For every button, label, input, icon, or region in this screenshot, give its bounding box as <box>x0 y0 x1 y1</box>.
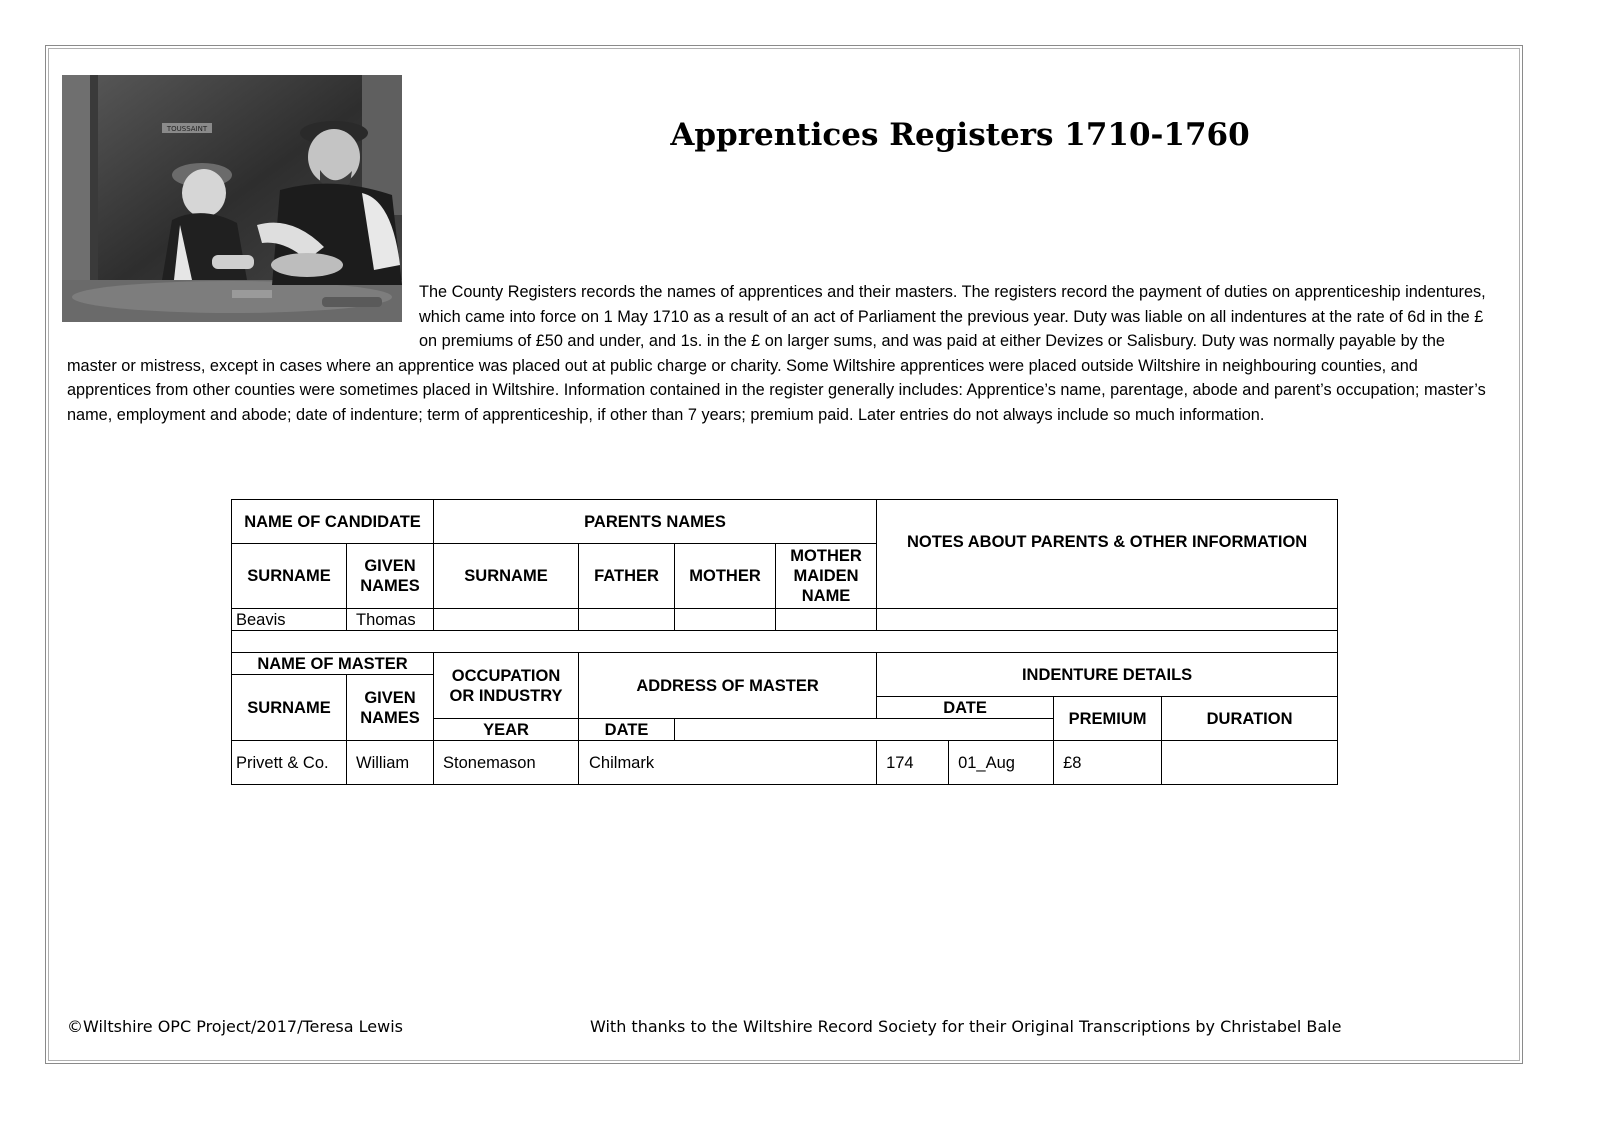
candidate-row <box>232 609 1338 631</box>
header-candidate-surname: SURNAME <box>232 544 347 609</box>
header-master-given-names: GIVEN NAMES <box>347 675 434 741</box>
candidate-father <box>579 609 675 631</box>
footer-copyright: ©Wiltshire OPC Project/2017/Teresa Lewis <box>67 1017 403 1036</box>
header-year: YEAR <box>434 719 579 741</box>
header-address-of-master: ADDRESS OF MASTER <box>579 653 877 719</box>
header-master-surname: SURNAME <box>232 675 347 741</box>
header-name-of-master: NAME OF MASTER <box>232 653 434 675</box>
page-title: Apprentices Registers 1710-1760 <box>670 117 1250 153</box>
master-surname: Privett & Co. <box>232 741 347 785</box>
photo-sign: TOUSSAINT <box>166 125 208 133</box>
indenture-premium: £8 <box>1054 741 1162 785</box>
header-indenture-details: INDENTURE DETAILS <box>877 653 1338 697</box>
header-name-of-candidate: NAME OF CANDIDATE <box>232 500 434 544</box>
candidate-surname: Beavis <box>232 609 347 631</box>
master-occupation: Stonemason <box>434 741 579 785</box>
indenture-date: 01_Aug <box>949 741 1054 785</box>
candidate-parent-surname <box>434 609 579 631</box>
candidate-notes <box>877 609 1338 631</box>
candidate-given-names: Thomas <box>347 609 434 631</box>
indenture-year: 174 <box>877 741 949 785</box>
header-notes: NOTES ABOUT PARENTS & OTHER INFORMATION <box>877 500 1338 609</box>
candidate-mother-maiden <box>776 609 877 631</box>
header-mother: MOTHER <box>675 544 776 609</box>
header-father: FATHER <box>579 544 675 609</box>
header-parent-surname: SURNAME <box>434 544 579 609</box>
indenture-duration <box>1162 741 1338 785</box>
candidate-mother <box>675 609 776 631</box>
header-occupation: OCCUPATION OR INDUSTRY <box>434 653 579 719</box>
footer-thanks: With thanks to the Wiltshire Record Society for their Original Transcriptions by Christabel Bale <box>590 1017 1342 1036</box>
master-given-names: William <box>347 741 434 785</box>
header-candidate-given-names: GIVEN NAMES <box>347 544 434 609</box>
header-date: DATE <box>877 697 1054 719</box>
spacer-cell <box>232 631 1338 653</box>
header-duration: DURATION <box>1162 697 1338 741</box>
header-mother-maiden-name: MOTHER MAIDEN NAME <box>776 544 877 609</box>
master-row <box>232 741 1338 785</box>
spacer-row <box>232 631 1338 653</box>
master-address: Chilmark <box>579 741 877 785</box>
register-table <box>231 499 1338 785</box>
header-premium: PREMIUM <box>1054 697 1162 741</box>
header-parents-names: PARENTS NAMES <box>434 500 877 544</box>
header-date-sub: DATE <box>579 719 675 741</box>
intro-paragraph: The County Registers records the names of apprentices and their masters. The registers record the payment of duties on apprenticeship indentures, which came into force on 1 May 1710 as a result of an act of Parliament the previous year. Duty was liable on all indentures at the rate of 6d in the £ on premiums of £50 and under, and 1s. in the £ on larger sums, and was paid at either Devizes or Salisbury. Duty was normally payable by the master or mistress, except in cases where an apprentice was placed out at public charge or charity. Some Wiltshire apprentices were placed outside Wiltshire in neighbouring counties, and apprentices from other counties were sometimes placed in Wiltshire. Information contained in the register generally includes: Apprentice’s name, parentage, abode and parent’s occupation; master’s name, employment and abode; date of indenture; term of apprenticeship, if other than 7 years; premium paid. Later entries do not always include so much information. <box>67 283 1486 424</box>
